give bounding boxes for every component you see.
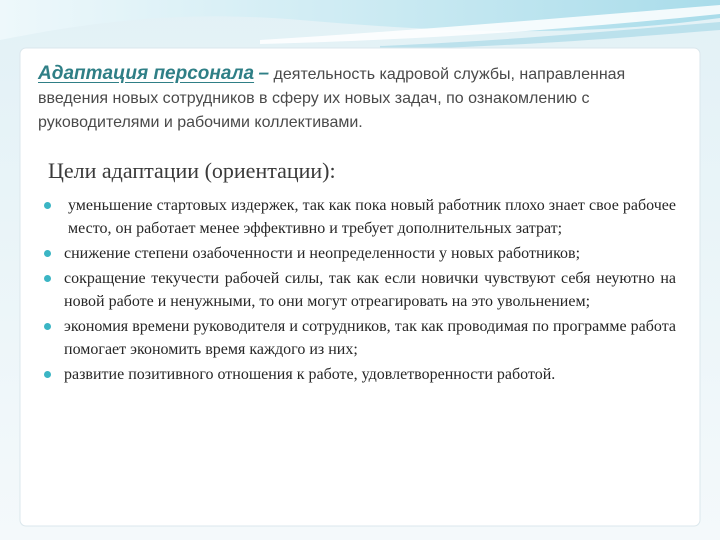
list-item-text: развитие позитивного отношения к работе, удовлетворенности работой. [64, 366, 556, 383]
term-definition: деятельность кадровой службы, направленная введения новых сотрудников в сферу их новых задач, по ознакомлению с руководителями и рабочими коллективами. [38, 66, 626, 131]
term-heading: Адаптация персонала [38, 63, 255, 84]
list-item [44, 315, 676, 361]
bullet-dot-icon [44, 323, 51, 330]
list-item [44, 194, 676, 240]
list-item-text: сокращение текучести рабочей силы, так как если новички чувствуют себя неуютно на новой работе и ненужными, то они могут отреагировать на это увольнением; [64, 270, 676, 310]
list-item [44, 242, 676, 265]
bullet-dot-icon [44, 275, 51, 282]
goals-list [44, 194, 676, 388]
list-item-text: экономия времени руководителя и сотрудников, так как проводимая по программе работа помогает экономить время каждого из них; [64, 318, 676, 358]
list-item [44, 363, 676, 386]
list-item-text: снижение степени озабоченности и неопределенности у новых работников; [64, 245, 581, 262]
bullet-dot-icon [44, 202, 51, 209]
bullet-dot-icon [44, 371, 51, 378]
term-dash: – [258, 63, 270, 84]
intro-paragraph [38, 62, 688, 135]
list-item [44, 267, 676, 313]
bullet-dot-icon [44, 250, 51, 257]
goals-title: Цели адаптации (ориентации): [48, 158, 336, 183]
list-item-text: уменьшение стартовых издержек, так как пока новый работник плохо знает свое рабочее место, он работает менее эффективно и требует дополнительных затрат; [68, 197, 676, 237]
